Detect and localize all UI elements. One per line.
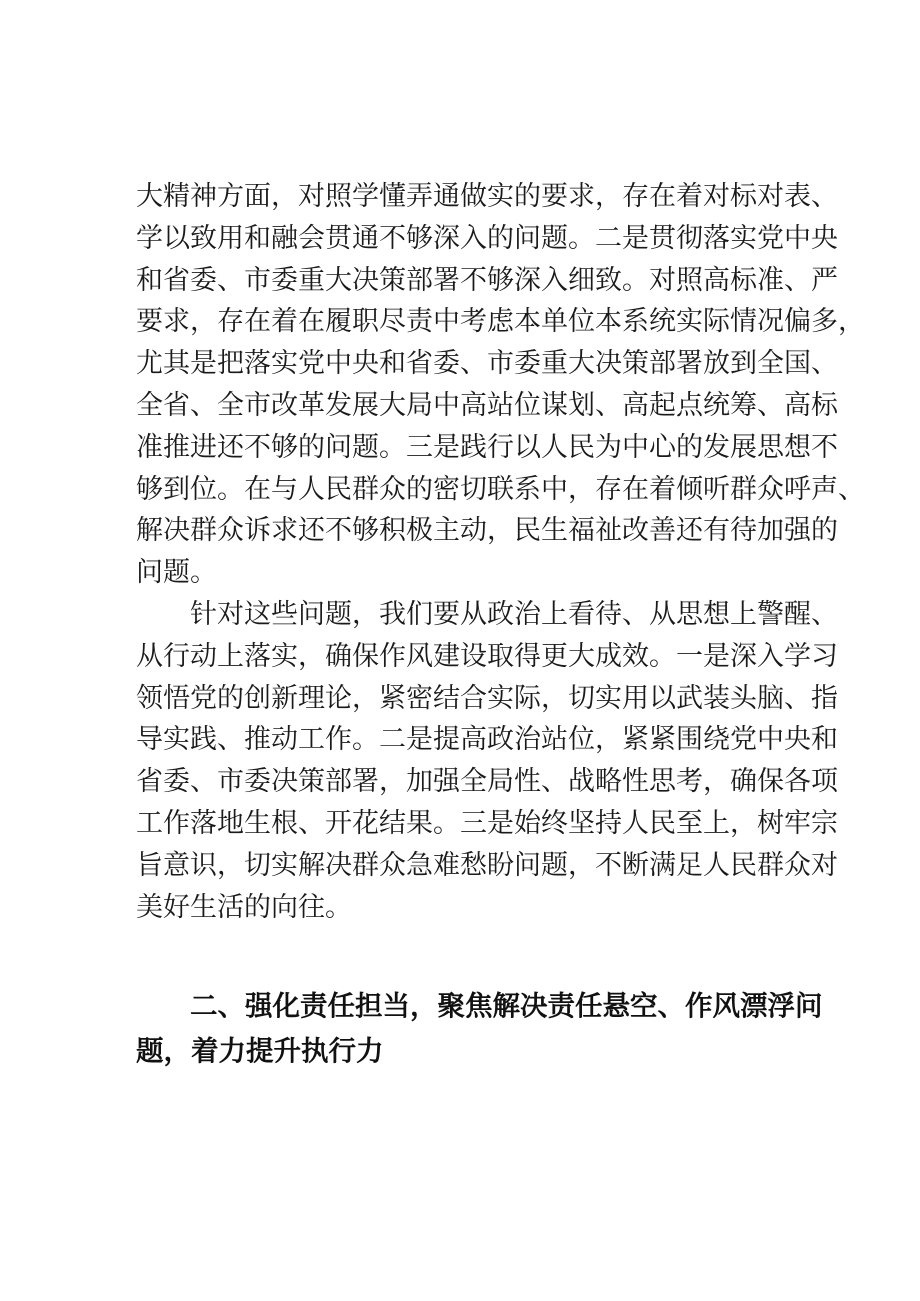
heading-line: 二、强化责任担当，聚焦解决责任悬空、作风漂浮问 [190, 990, 823, 1022]
body-line: 够到位。在与人民群众的密切联系中，存在着倾听群众呼声、 [136, 473, 865, 505]
body-line: 学以致用和融会贯通不够深入的问题。二是贯彻落实党中央 [136, 222, 838, 254]
body-line: 准推进还不够的问题。三是践行以人民为中心的发展思想不 [136, 431, 838, 463]
body-line: 美好生活的向往。 [136, 891, 352, 923]
body-line: 领悟党的创新理论，紧密结合实际，切实用以武装头脑、指 [136, 682, 838, 714]
body-line: 大精神方面，对照学懂弄通做实的要求，存在着对标对表、 [136, 181, 838, 212]
body-line: 和省委、市委重大决策部署不够深入细致。对照高标准、严 [136, 264, 838, 296]
body-text [136, 176, 865, 928]
body-line: 工作落地生根、开花结果。三是始终坚持人民至上，树牢宗 [136, 807, 838, 839]
body-line: 省委、市委决策部署，加强全局性、战略性思考，确保各项 [136, 766, 838, 798]
body-line: 问题。 [136, 557, 217, 589]
body-line: 全省、全市改革发展大局中高站位谋划、高起点统筹、高标 [136, 389, 838, 421]
heading-line: 题，着力提升执行力 [136, 1035, 384, 1067]
body-line: 旨意识，切实解决群众急难愁盼问题，不断满足人民群众对 [136, 849, 838, 881]
body-line: 针对这些问题，我们要从政治上看待、从思想上警醒、 [190, 598, 838, 630]
body-line: 解决群众诉求还不够积极主动，民生福祉改善还有待加强的 [136, 515, 838, 547]
body-line: 要求，存在着在履职尽责中考虑本单位本系统实际情况偏多， [136, 306, 865, 338]
section-heading [136, 984, 823, 1074]
body-line: 从行动上落实，确保作风建设取得更大成效。一是深入学习 [136, 640, 838, 672]
body-line: 尤其是把落实党中央和省委、市委重大决策部署放到全国、 [136, 348, 838, 380]
body-line: 导实践、推动工作。二是提高政治站位，紧紧围绕党中央和 [136, 724, 838, 756]
